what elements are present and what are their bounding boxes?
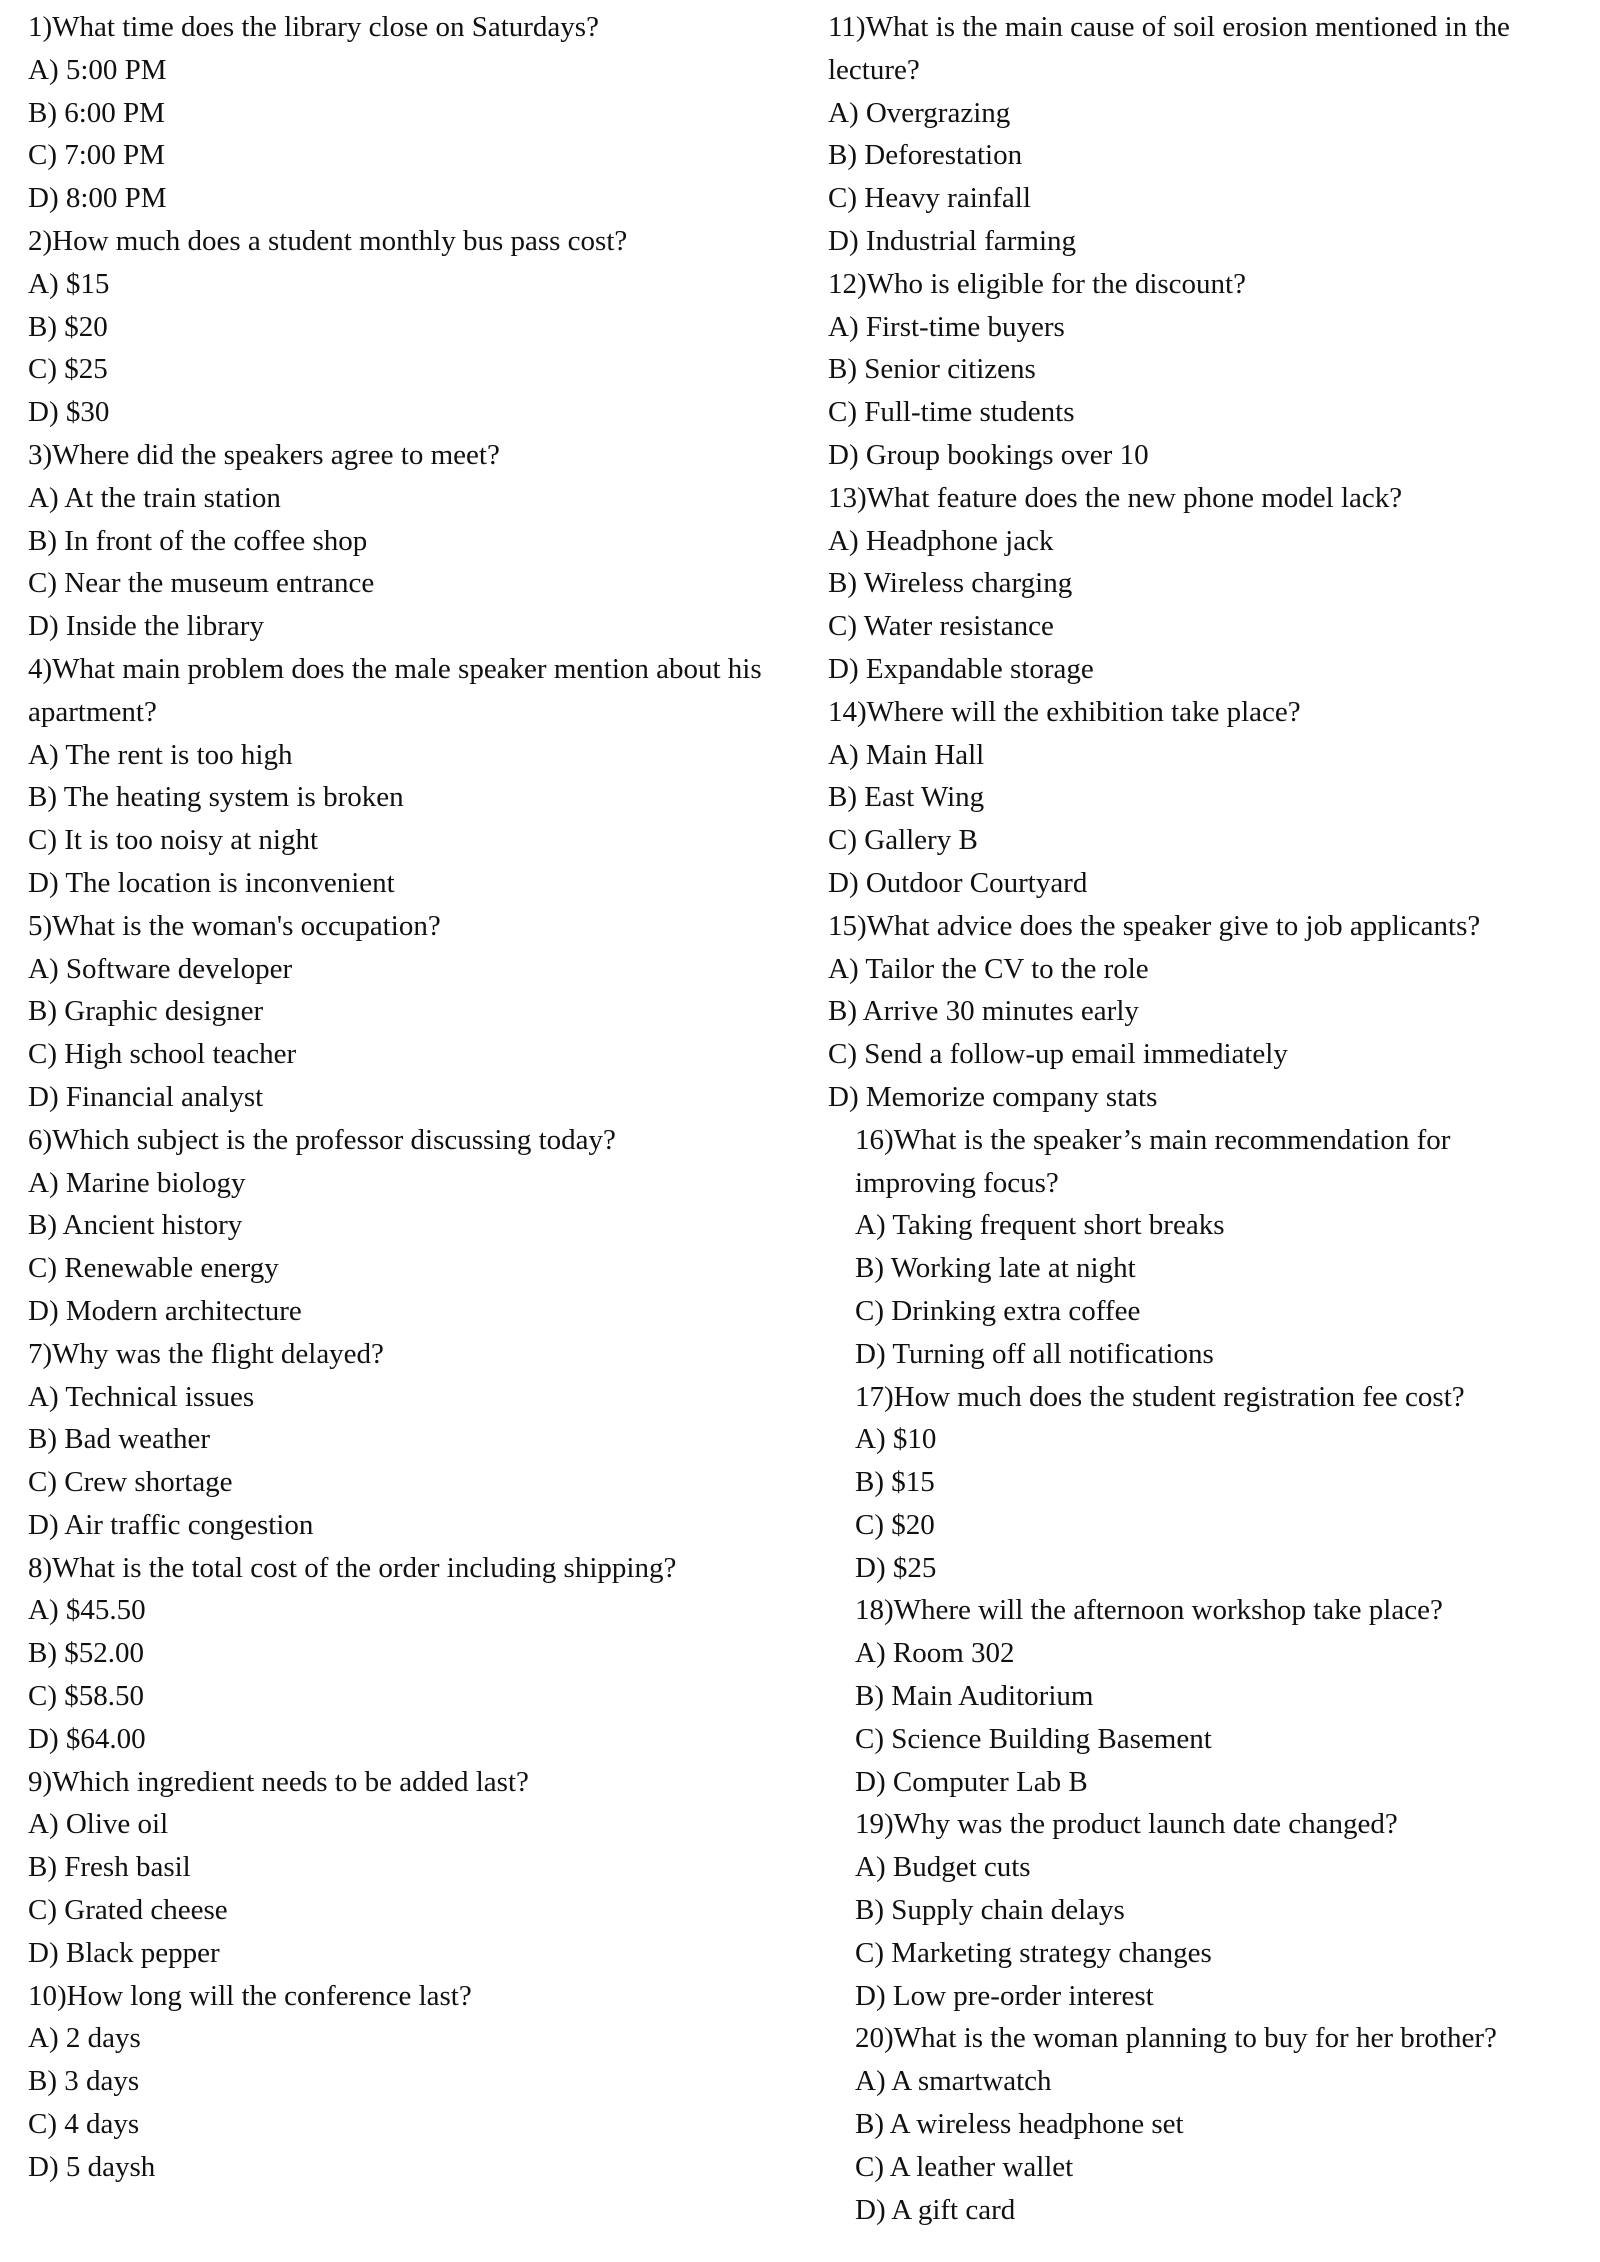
answer-option: B) Fresh basil [28,1851,191,1884]
answer-option: D) 8:00 PM [28,182,167,215]
answer-option: C) Drinking extra coffee [855,1294,1141,1327]
answer-option: A) Room 302 [855,1637,1015,1670]
question-block [828,1803,1558,2017]
answer-option: B) $52.00 [28,1637,144,1670]
answer-option: D) $64.00 [28,1722,146,1755]
question-text: 14)Where will the exhibition take place? [828,695,1301,728]
question-block [28,1547,798,1761]
question-text: 13)What feature does the new phone model lack? [828,481,1403,514]
question-text: 12)Who is eligible for the discount? [828,267,1246,300]
question-text: 1)What time does the library close on Saturdays? [28,11,599,43]
answer-option: D) $30 [28,396,110,429]
question-text: 16)What is the speaker’s main recommendation for improving focus? [855,1123,1451,1199]
answer-option: C) Renewable energy [28,1252,279,1285]
answer-option: B) Graphic designer [28,995,264,1028]
answer-option: C) Near the museum entrance [28,567,375,600]
answer-option: D) Modern architecture [28,1294,302,1327]
question-block [828,1589,1558,1803]
question-block [28,1761,798,1975]
answer-option: B) Senior citizens [828,353,1036,386]
answer-option: A) Budget cuts [855,1851,1031,1884]
answer-option: A) Tailor the CV to the role [828,952,1149,985]
answer-option: C) Science Building Basement [855,1722,1212,1755]
answer-option: B) Wireless charging [828,567,1073,600]
answer-option: A) Headphone jack [828,524,1054,557]
right-question-column [828,6,1558,2231]
answer-option: A) The rent is too high [28,738,293,771]
answer-option: B) 3 days [28,2065,140,2098]
question-text: 7)Why was the flight delayed? [28,1337,384,1370]
question-text: 15)What advice does the speaker give to job applicants? [828,909,1481,942]
answer-option: B) The heating system is broken [28,781,404,814]
answer-option: D) 5 daysh [28,2150,156,2183]
question-block [828,6,1558,263]
question-text: 17)How much does the student registration fee cost? [855,1380,1465,1413]
question-block [828,905,1558,1119]
answer-option: D) Computer Lab B [855,1765,1088,1798]
answer-option: A) Marine biology [28,1166,246,1199]
answer-option: D) Turning off all notifications [855,1337,1214,1370]
answer-option: D) Black pepper [28,1936,220,1969]
answer-option: B) Deforestation [828,139,1023,172]
question-text: 3)Where did the speakers agree to meet? [28,438,500,471]
question-block [828,691,1558,905]
answer-option: A) Taking frequent short breaks [855,1209,1225,1242]
question-block [828,2017,1558,2231]
answer-option: D) Low pre-order interest [855,1979,1154,2012]
answer-option: B) 6:00 PM [28,96,165,129]
answer-option: D) Air traffic congestion [28,1508,314,1541]
left-question-column [28,6,798,2189]
question-block [828,263,1558,477]
answer-option: A) 2 days [28,2022,141,2055]
answer-option: B) Bad weather [28,1423,210,1456]
question-block [28,434,798,648]
answer-option: D) A gift card [855,2193,1016,2226]
answer-option: B) $15 [855,1466,935,1499]
answer-option: A) Technical issues [28,1380,255,1413]
answer-option: A) $45.50 [28,1594,146,1627]
answer-option: B) Arrive 30 minutes early [828,995,1139,1028]
answer-option: A) A smartwatch [855,2065,1052,2098]
question-text: 8)What is the total cost of the order including shipping? [28,1551,677,1584]
answer-option: B) Ancient history [28,1209,243,1242]
question-block [28,1119,798,1333]
answer-option: C) Grated cheese [28,1894,228,1927]
question-block [28,220,798,434]
question-block [28,6,798,220]
answer-option: C) High school teacher [28,1038,297,1071]
answer-option: D) Memorize company stats [828,1080,1158,1113]
answer-option: A) 5:00 PM [28,53,167,86]
question-block [28,1975,798,2189]
question-text: 20)What is the woman planning to buy for her brother? [855,2022,1497,2055]
answer-option: D) The location is inconvenient [28,866,395,899]
answer-option: C) Send a follow-up email immediately [828,1038,1288,1071]
answer-option: D) Financial analyst [28,1080,264,1113]
answer-option: B) In front of the coffee shop [28,524,368,557]
answer-option: A) $15 [28,267,110,300]
answer-option: B) A wireless headphone set [855,2108,1184,2141]
answer-option: B) Supply chain delays [855,1894,1125,1927]
answer-option: C) Marketing strategy changes [855,1936,1212,1969]
answer-option: A) Olive oil [28,1808,169,1841]
answer-option: C) Gallery B [828,824,978,857]
question-block [828,477,1558,691]
question-text: 18)Where will the afternoon workshop take place? [855,1594,1443,1627]
answer-option: C) Crew shortage [28,1466,233,1499]
answer-option: D) Outdoor Courtyard [828,866,1088,899]
question-text: 9)Which ingredient needs to be added last? [28,1765,529,1798]
question-text: 10)How long will the conference last? [28,1979,472,2012]
answer-option: A) Software developer [28,952,293,985]
answer-option: B) $20 [28,310,108,343]
answer-option: A) First-time buyers [828,310,1065,343]
answer-option: B) Working late at night [855,1252,1136,1285]
answer-option: C) A leather wallet [855,2150,1074,2183]
answer-option: C) $20 [855,1508,935,1541]
answer-option: D) $25 [855,1551,937,1584]
question-block [28,648,798,905]
answer-option: A) $10 [855,1423,937,1456]
answer-option: A) At the train station [28,481,281,514]
answer-option: C) $25 [28,353,108,386]
answer-option: C) 4 days [28,2108,140,2141]
question-block [828,1376,1558,1590]
answer-option: D) Expandable storage [828,652,1094,685]
question-text: 4)What main problem does the male speaker mention about his apartment? [28,652,762,728]
question-block [28,905,798,1119]
answer-option: B) Main Auditorium [855,1680,1094,1713]
answer-option: B) East Wing [828,781,985,814]
answer-option: D) Group bookings over 10 [828,438,1149,471]
question-text: 6)Which subject is the professor discussing today? [28,1123,616,1156]
question-text: 5)What is the woman's occupation? [28,909,441,942]
answer-option: C) It is too noisy at night [28,824,318,857]
question-text: 2)How much does a student monthly bus pass cost? [28,224,628,257]
answer-option: D) Inside the library [28,610,264,643]
question-block [28,1333,798,1547]
answer-option: C) Heavy rainfall [828,182,1031,215]
answer-option: D) Industrial farming [828,224,1077,257]
question-text: 11)What is the main cause of soil erosion mentioned in the lecture? [828,11,1510,86]
question-block [828,1119,1558,1376]
answer-option: A) Overgrazing [828,96,1011,129]
question-text: 19)Why was the product launch date changed? [855,1808,1398,1841]
answer-option: C) $58.50 [28,1680,144,1713]
answer-option: C) Water resistance [828,610,1054,643]
answer-option: C) Full-time students [828,396,1075,429]
answer-option: A) Main Hall [828,738,985,771]
answer-option: C) 7:00 PM [28,139,165,172]
